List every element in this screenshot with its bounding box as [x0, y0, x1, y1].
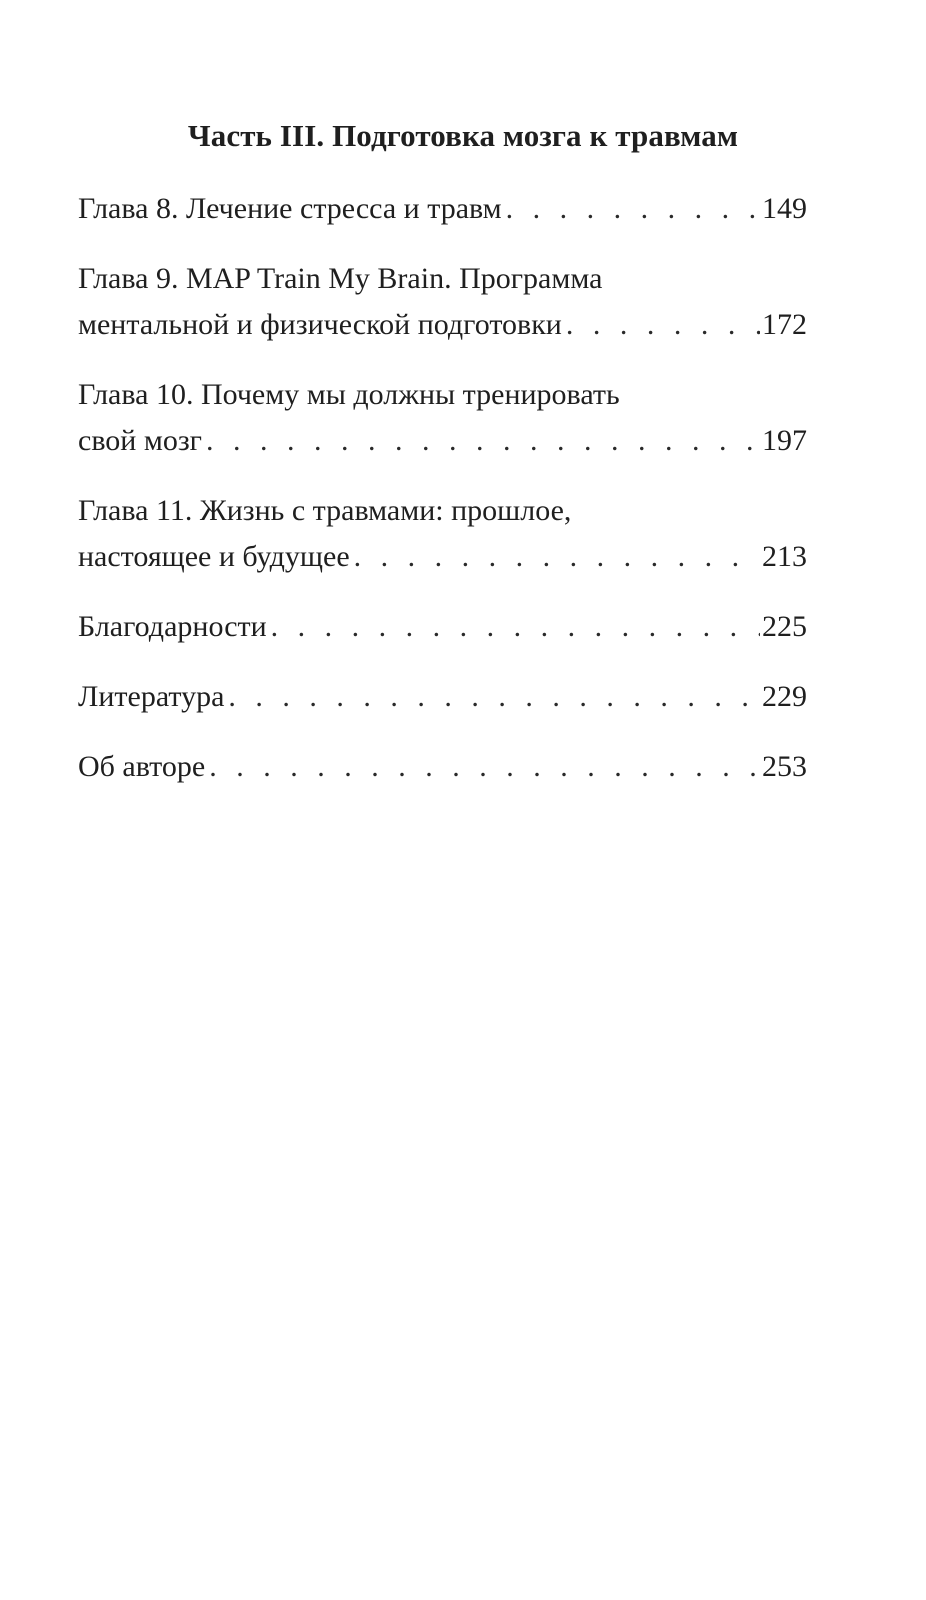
dot-leader — [206, 418, 760, 464]
toc-entry-chapter-9 — [78, 256, 807, 348]
toc-page-number: 229 — [762, 680, 807, 713]
dot-leader — [209, 744, 760, 790]
dot-leader — [566, 302, 760, 348]
table-of-contents — [78, 186, 807, 814]
toc-entry-title: Литература — [78, 680, 225, 713]
toc-page-number: 225 — [762, 610, 807, 643]
dot-leader — [228, 674, 760, 720]
toc-entry-title: Глава 11. Жизнь с травмами: прошлое, — [78, 494, 572, 527]
toc-entry-title: Благодарности — [78, 610, 267, 643]
dot-leader — [271, 604, 760, 650]
toc-line — [78, 534, 807, 580]
toc-line — [78, 418, 807, 464]
toc-entry-title: Глава 9. MAP Train My Brain. Программа — [78, 262, 603, 295]
toc-entry-acknowledgements — [78, 604, 807, 650]
toc-entry-title: Глава 8. Лечение стресса и травм — [78, 192, 502, 225]
toc-entry-chapter-10 — [78, 372, 807, 464]
toc-line — [78, 256, 807, 302]
toc-entry-title-continued: ментальной и физической подготовки — [78, 308, 562, 341]
toc-entry-chapter-8 — [78, 186, 807, 232]
toc-page-number: 172 — [762, 308, 807, 341]
toc-line — [78, 372, 807, 418]
toc-line — [78, 186, 807, 232]
toc-entry-title-continued: настоящее и будущее — [78, 540, 350, 573]
toc-line — [78, 604, 807, 650]
toc-entry-title-continued: свой мозг — [78, 424, 202, 457]
toc-entry-title: Об авторе — [78, 750, 206, 783]
toc-entry-title: Глава 10. Почему мы должны тренировать — [78, 378, 620, 411]
toc-entry-chapter-11 — [78, 488, 807, 580]
toc-page-number: 213 — [762, 540, 807, 573]
toc-entry-about-author — [78, 744, 807, 790]
toc-page-number: 253 — [762, 750, 807, 783]
toc-page-number: 149 — [762, 192, 807, 225]
toc-line — [78, 488, 807, 534]
toc-page-number: 197 — [762, 424, 807, 457]
dot-leader — [506, 186, 760, 232]
part-title: Часть III. Подготовка мозга к травмам — [187, 118, 739, 153]
toc-line — [78, 302, 807, 348]
dot-leader — [354, 534, 760, 580]
toc-line — [78, 674, 807, 720]
toc-line — [78, 744, 807, 790]
toc-entry-references — [78, 674, 807, 720]
